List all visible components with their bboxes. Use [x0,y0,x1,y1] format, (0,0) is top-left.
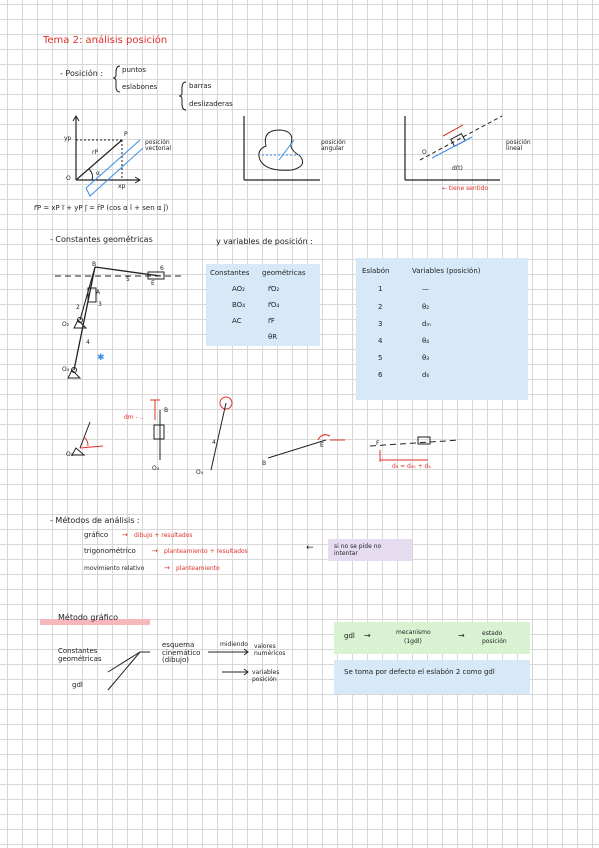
gdl-flow-box [334,622,530,654]
constants-cell: AO₂ [232,285,245,293]
methods-heading: - Métodos de análisis : [50,516,140,525]
vector-diagram [73,116,143,196]
mech-label-b: B [92,261,97,268]
constants-table [206,264,320,346]
page-title: Tema 2: análisis posición [43,35,168,46]
small-diagrams [72,397,460,470]
method-arrow: → [164,564,170,572]
sub-item-bars: barras [189,82,212,90]
variables-cell: 2 [378,303,383,311]
variables-cell: 6 [378,371,383,379]
flow-arrow-2: → [458,631,465,640]
output-values: valores numéricos [254,643,286,657]
linear-caption: posición lineal [506,139,531,152]
brace-icon-2 [179,82,186,110]
variables-header-1: Eslabón [362,267,390,275]
mech-label-2: 2 [76,304,80,311]
linear-origin: O [422,149,427,156]
kinematic-scheme: esquema cinemático (dibujo) [162,641,201,665]
constants-cell: r⃗O₄ [268,301,280,309]
flow-arrow-1: → [364,631,371,640]
method-arrow: → [122,531,128,539]
default-gdl-text: Se toma por defecto el eslabón 2 como gdl [344,668,495,676]
mech-label-o4: O₄ [62,366,70,373]
mech-label-4: 4 [86,339,90,346]
small-label-e: E [320,442,324,449]
brace-icon [113,66,120,92]
constants-heading-2: y variables de posición : [216,237,313,246]
small-label-o2: O₂ [66,451,74,458]
graphic-method-title: Método gráfico [58,613,118,622]
method-result: planteamiento + resultados [164,548,248,555]
sub-item-sliders: deslizaderas [189,100,233,108]
constants-cell: AC [232,317,242,325]
variables-cell: — [422,285,429,293]
mech-label-a: A [96,289,101,296]
small-label-o4: O₄ [152,465,160,472]
mech-label-6: 6 [160,265,164,272]
vector-x-label: xp [118,183,126,190]
constants-cell: r⃗F [268,317,275,325]
linear-note: ← tiene sentido [442,185,489,192]
constants-cell: BO₄ [232,301,245,309]
brace-item-links: eslabones [122,83,158,91]
method-name: gráfico [84,531,109,539]
svg-text:✱: ✱ [97,353,105,363]
variables-cell: 3 [378,320,383,328]
output-variables: variables posición [252,669,280,683]
method-name: trigonométrico [84,547,136,555]
method-arrow: → [152,547,158,555]
small-label-b: B [164,407,169,414]
brace-item-points: puntos [122,66,146,74]
midiendo-label: midiendo [220,641,248,648]
mech-label-o2: O₂ [62,321,70,328]
small-label-o4b: O₄ [196,469,204,476]
flow-gdl: gdl [344,632,355,640]
angular-diagram [244,116,320,180]
flow-mechanism: mecanismo [396,629,431,636]
note-box [328,539,412,561]
position-formula: r⃗P = xP i⃗ + yP j⃗ = r̄P (cos α î + sen α ĵ) [34,204,169,212]
flow-1gdl: (1gdl) [404,638,422,645]
variables-cell: θ₃ [422,354,430,362]
method-result: planteamiento [176,565,220,572]
vector-label: rP [92,149,99,156]
small-label-dm: dm - .. [124,414,144,421]
constants-header-2: geométricas [262,269,306,277]
vector-origin: O [66,175,71,182]
note-arrow: ← [306,543,314,553]
position-heading: - Posición : [60,69,104,78]
vector-caption: posición vectorial [145,139,172,152]
angular-caption: posición angular [321,139,346,152]
variables-cell: dₘ [422,320,431,328]
variables-cell: θ₄ [422,337,430,345]
small-label-d6: d₆ = d₆₀ + d₆ [392,463,431,470]
input-gdl: gdl [72,681,83,689]
mechanism-diagram [55,267,185,378]
linear-distance: d(t) [452,165,463,172]
method-name: movimiento relativo [84,565,145,572]
vector-y-label: yp [64,135,72,142]
mech-label-3: 3 [98,301,102,308]
constants-cell: θR [268,333,278,341]
variables-cell: 1 [378,285,383,293]
variables-cell: 5 [378,354,383,362]
variables-cell: d₆ [422,371,430,379]
constants-cell: r⃗O₂ [268,285,280,293]
mech-label-5: 5 [126,276,130,283]
variables-table [356,258,528,400]
default-gdl-note [334,660,530,694]
method-result: dibujo + resultados [134,532,193,539]
variables-cell: θ₂ [422,303,430,311]
input-constants: Constantes geométricas [58,647,102,663]
small-label-4: 4 [212,439,216,446]
vector-point: P [124,131,128,138]
vector-angle: α [96,170,100,177]
small-label-b2: B [262,460,267,467]
variables-header-2: Variables (posición) [412,267,481,275]
flow-state: estado posición [482,630,507,645]
note-text: si no se pide no intentar [334,543,382,558]
constants-header-1: Constantes [210,269,250,277]
small-label-f: F [376,440,380,447]
constants-heading: - Constantes geométricas [50,235,153,244]
mech-label-e: E [151,280,155,287]
variables-cell: 4 [378,337,383,345]
